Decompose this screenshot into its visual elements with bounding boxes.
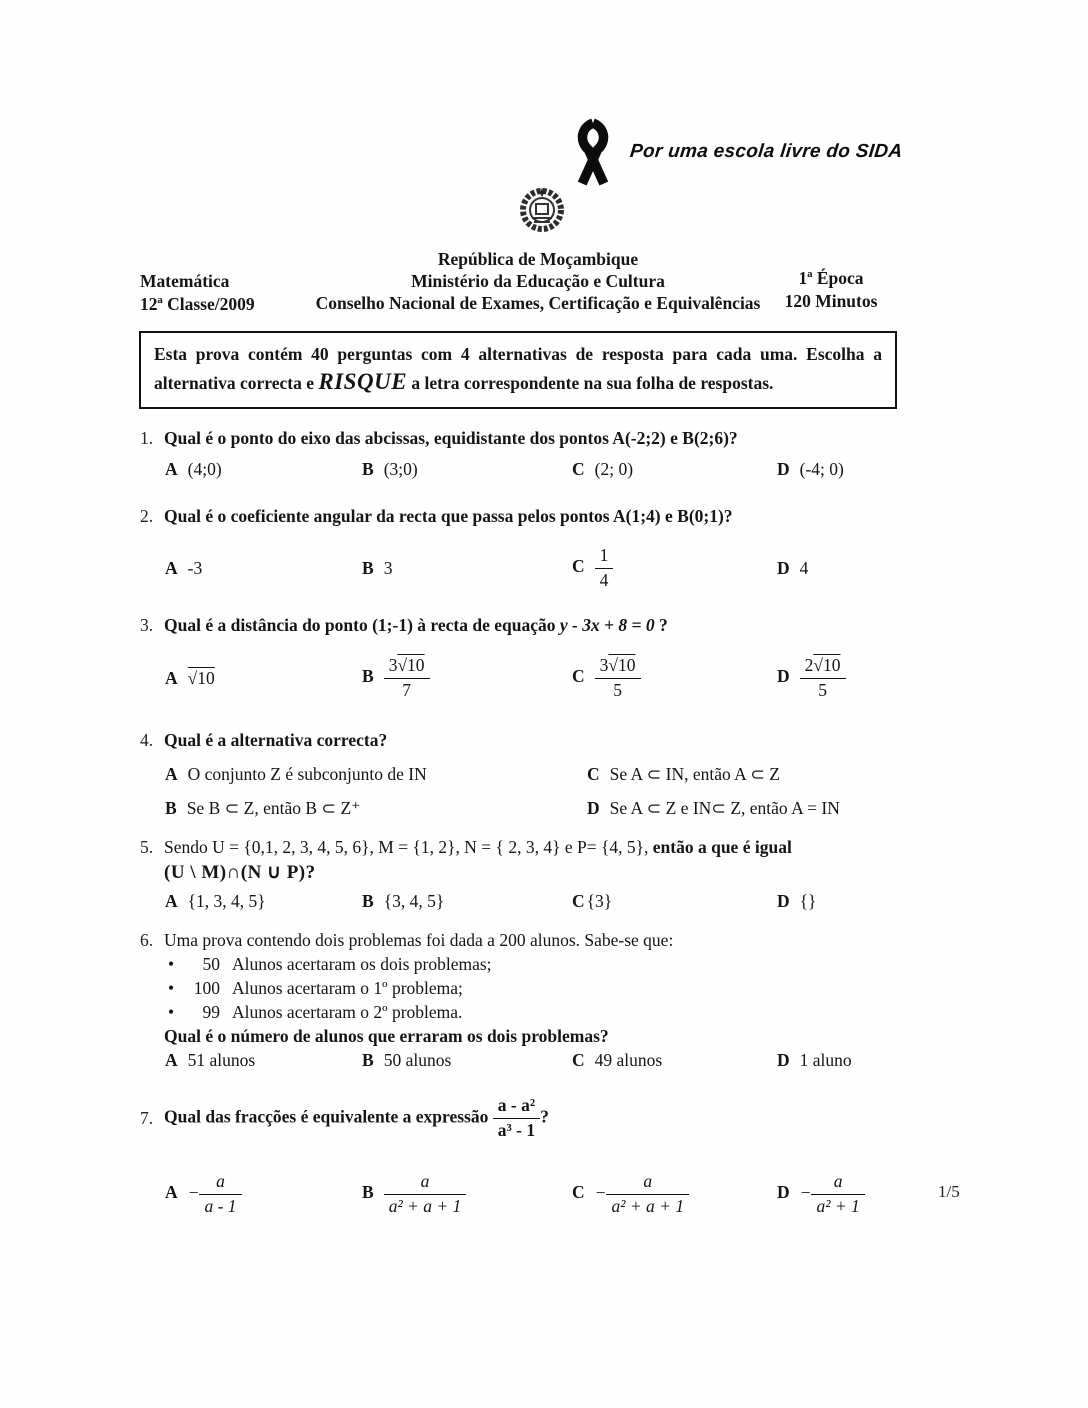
option-c: C {3} xyxy=(572,891,613,911)
question-text: Qual é a alternativa correcta? xyxy=(164,730,388,750)
instructions-text-2: a letra correspondente na sua folha de respostas. xyxy=(407,373,774,393)
question-2 xyxy=(140,504,952,599)
option-c: C 49 alunos xyxy=(572,1050,663,1070)
questions-list xyxy=(140,426,952,1253)
option-a: A √10 xyxy=(165,667,215,688)
question-3-options xyxy=(140,646,952,710)
set-expression: (U \ M)∩(N ∪ P)? xyxy=(164,862,316,883)
option-a: A O conjunto Z é subconjunto de IN xyxy=(165,764,427,784)
slogan-text: Por uma escola livre do SIDA xyxy=(628,141,904,162)
question-text: Qual é o ponto do eixo das abcissas, equidistante dos pontos A(-2;2) e B(2;6)? xyxy=(164,428,738,448)
option-b: B $\frac{a}{\text{a² + a + 1}}$ xyxy=(362,1171,572,1218)
question-text: Qual das fracções é equivalente a expressão $\frac{\text{a - a²}}{\text{a³ - 1}}$ ? xyxy=(164,1094,549,1140)
question-number: 2. xyxy=(140,506,154,526)
option-b: B 3 xyxy=(362,557,393,578)
duration-label: 120 Minutos xyxy=(784,291,878,311)
option-b: B (3;0) xyxy=(362,459,418,479)
exam-header xyxy=(140,248,896,316)
question-6 xyxy=(140,928,952,1071)
option-a: A 51 alunos xyxy=(165,1050,256,1070)
option-a: A − $\frac{a}{a - 1}$ xyxy=(165,1171,362,1218)
option-d: D (-4; 0) xyxy=(777,459,844,479)
question-2-options xyxy=(140,537,952,599)
question-number: 7. xyxy=(140,1108,154,1128)
ministry-name: Ministério da Educação e Cultura xyxy=(411,271,665,291)
question-intro: Uma prova contendo dois problemas foi dada a 200 alunos. Sabe-se que: xyxy=(164,930,674,950)
question-number: 1. xyxy=(140,428,154,448)
question-6-options xyxy=(140,1050,952,1071)
option-c: C − $\frac{a}{\text{a² + a + 1}}$ xyxy=(572,1171,777,1218)
question-number: 5. xyxy=(140,837,154,857)
question-text: Sendo U = {0,1, 2, 3, 4, 5, 6}, M = {1, 2}, N = { 2, 3, 4} e P= {4, 5}, então a que é igual xyxy=(164,837,792,857)
question-7 xyxy=(140,1089,952,1227)
question-number: 4. xyxy=(140,730,154,750)
option-a: A -3 xyxy=(165,557,203,578)
option-c: C $\frac{3√10}{5}$ xyxy=(572,655,777,702)
question-number: 6. xyxy=(140,930,154,950)
option-c: C $\frac{1}{4}$ xyxy=(572,545,777,592)
option-b: B 50 alunos xyxy=(362,1050,452,1070)
option-b: B $\frac{3√10}{7}$ xyxy=(362,655,572,702)
instructions-box xyxy=(139,331,897,409)
page-number: 1/5 xyxy=(938,1182,960,1201)
option-d: D Se A ⊂ Z e IN⊂ Z, então A = IN xyxy=(587,798,840,818)
question-5-options xyxy=(140,891,952,912)
bullet-icon: • xyxy=(168,978,175,998)
question-3 xyxy=(140,613,952,710)
header-right xyxy=(766,248,896,316)
instructions-text-1: Esta prova contém 40 perguntas com 4 alternativas de resposta para cada uma. Escolha a alternativa correcta e xyxy=(154,344,882,393)
header-left xyxy=(140,248,310,316)
bullet-item: • 50 Alunos acertaram os dois problemas; xyxy=(168,954,492,974)
question-text: Qual é o número de alunos que erraram os dois problemas? xyxy=(164,1026,609,1046)
option-d: D $\frac{2√10}{5}$ xyxy=(777,655,952,702)
equation: y - 3x + 8 = 0 xyxy=(559,615,655,635)
option-b: B Se B ⊂ Z, então B ⊂ Z⁺ xyxy=(165,798,361,818)
option-d: D 4 xyxy=(777,557,809,578)
question-5 xyxy=(140,835,952,912)
option-c: C (2; 0) xyxy=(572,459,634,479)
bullet-item: • 99 Alunos acertaram o 2º problema. xyxy=(168,1002,463,1022)
option-d: D {} xyxy=(777,891,817,911)
question-number: 3. xyxy=(140,615,154,635)
question-text: Qual é o coeficiente angular da recta que passa pelos pontos A(1;4) e B(0;1)? xyxy=(164,506,733,526)
option-a: A (4;0) xyxy=(165,459,222,479)
header-center xyxy=(310,248,766,316)
main-fraction: $\frac{\text{a - a²}}{\text{a³ - 1}}$ xyxy=(493,1095,540,1142)
instructions-emphasis: RISQUE xyxy=(318,369,408,394)
option-c: C Se A ⊂ IN, então A ⊂ Z xyxy=(587,764,780,784)
question-text: Qual é a distância do ponto (1;-1) à recta de equação y - 3x + 8 = 0 ? xyxy=(164,615,668,635)
country-name: República de Moçambique xyxy=(437,249,639,269)
question-1-options xyxy=(140,459,952,480)
option-d: D − $\frac{a}{\text{a² + 1}}$ xyxy=(777,1171,952,1218)
question-7-options xyxy=(140,1161,952,1227)
bullet-icon: • xyxy=(168,954,175,974)
question-1 xyxy=(140,426,952,480)
option-a: A {1, 3, 4, 5} xyxy=(165,891,266,911)
council-name: Conselho Nacional de Exames, Certificação e Equivalências xyxy=(315,293,761,313)
class-year: 12ª Classe/2009 xyxy=(140,294,255,314)
option-b: B {3, 4, 5} xyxy=(362,891,445,911)
bullet-icon: • xyxy=(168,1002,175,1022)
bullet-item: • 100 Alunos acertaram o 1º problema; xyxy=(168,978,463,998)
question-4-options xyxy=(140,764,952,819)
aids-ribbon-icon xyxy=(560,118,626,193)
question-4 xyxy=(140,728,952,819)
mozambique-emblem-icon xyxy=(517,184,567,239)
option-d: D 1 aluno xyxy=(777,1050,852,1070)
epoch-label: 1ª Época xyxy=(798,268,864,288)
subject-title: Matemática xyxy=(140,271,230,291)
